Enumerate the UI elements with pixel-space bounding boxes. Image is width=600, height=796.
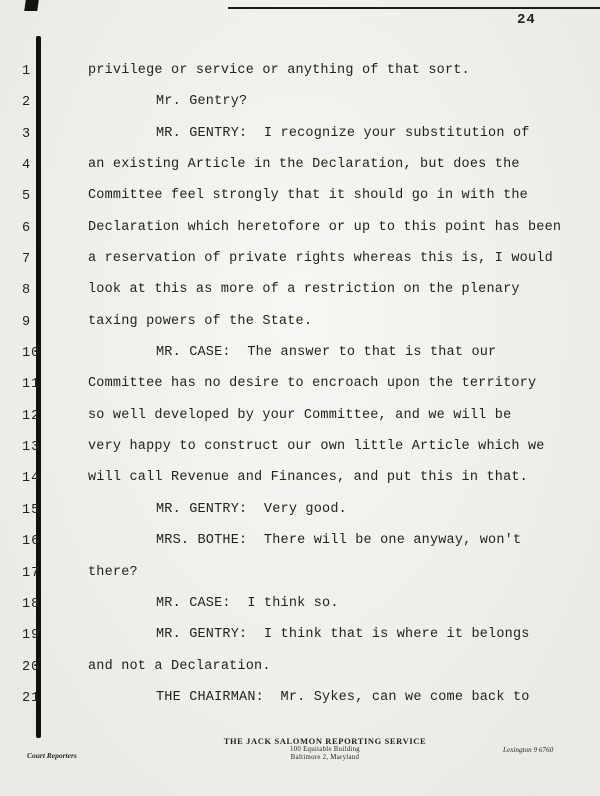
transcript-line xyxy=(0,689,600,720)
transcript-line xyxy=(0,187,600,218)
transcript-body xyxy=(0,62,600,720)
line-text: taxing powers of the State. xyxy=(88,313,313,329)
page-number: 24 xyxy=(517,12,536,28)
line-number: 16 xyxy=(22,534,41,550)
footer-court-reporters: Court Reporters xyxy=(27,751,77,760)
line-text: MR. GENTRY: Very good. xyxy=(156,501,347,517)
transcript-line xyxy=(0,156,600,187)
line-number: 7 xyxy=(22,252,32,268)
line-text: Committee has no desire to encroach upon the territory xyxy=(88,376,537,392)
transcript-line xyxy=(0,407,600,438)
transcript-line xyxy=(0,564,600,595)
footer-service-name: THE JACK SALOMON REPORTING SERVICE xyxy=(223,736,427,746)
line-text: MR. GENTRY: I recognize your substitution of xyxy=(156,125,530,141)
line-text: Committee feel strongly that it should go in with the xyxy=(88,188,528,204)
line-number: 14 xyxy=(22,471,41,487)
line-number: 11 xyxy=(22,377,41,393)
transcript-line xyxy=(0,125,600,156)
line-number: 12 xyxy=(22,408,41,424)
line-number: 4 xyxy=(22,158,32,174)
scan-corner-mark xyxy=(24,0,39,11)
line-text: MR. CASE: I think so. xyxy=(156,595,339,611)
line-text: will call Revenue and Finances, and put this in that. xyxy=(88,470,528,486)
line-text: so well developed by your Committee, and we will be xyxy=(88,407,512,423)
transcript-line xyxy=(0,281,600,312)
footer-address-2: Baltimore 2, Maryland xyxy=(290,753,360,761)
transcript-line xyxy=(0,469,600,500)
line-number: 18 xyxy=(22,596,41,612)
line-number: 8 xyxy=(22,283,32,299)
line-text: MR. GENTRY: I think that is where it belongs xyxy=(156,627,530,643)
line-text: look at this as more of a restriction on the plenary xyxy=(88,282,520,298)
line-text: privilege or service or anything of that sort. xyxy=(88,63,470,78)
transcript-line xyxy=(0,658,600,689)
line-number: 1 xyxy=(22,64,32,79)
line-text: Mr. Gentry? xyxy=(156,94,248,110)
line-text: and not a Declaration. xyxy=(88,658,271,674)
top-rule xyxy=(228,7,600,9)
line-number: 9 xyxy=(22,314,32,330)
line-number: 2 xyxy=(22,95,32,111)
transcript-line xyxy=(0,532,600,563)
transcript-line xyxy=(0,375,600,406)
line-number: 19 xyxy=(22,628,41,644)
transcript-line xyxy=(0,313,600,344)
line-text: Declaration which heretofore or up to this point has been xyxy=(88,219,562,235)
line-number: 5 xyxy=(22,189,32,205)
transcript-line xyxy=(0,219,600,250)
transcript-line xyxy=(0,438,600,469)
transcript-line xyxy=(0,93,600,124)
line-number: 6 xyxy=(22,220,32,236)
line-number: 15 xyxy=(22,502,41,518)
transcript-line xyxy=(0,501,600,532)
transcript-line xyxy=(0,344,600,375)
line-text: an existing Article in the Declaration, but does the xyxy=(88,157,520,173)
footer-phone: Lexington 9 6760 xyxy=(503,746,554,754)
line-text: THE CHAIRMAN: Mr. Sykes, can we come back to xyxy=(156,689,530,705)
line-number: 17 xyxy=(22,565,41,581)
line-text: there? xyxy=(88,564,138,580)
transcript-line xyxy=(0,250,600,281)
transcript-line xyxy=(0,62,600,93)
line-number: 10 xyxy=(22,346,41,362)
line-text: very happy to construct our own little Article which we xyxy=(88,439,545,455)
line-text: MR. CASE: The answer to that is that our xyxy=(156,345,497,361)
line-number: 21 xyxy=(22,690,41,706)
line-number: 3 xyxy=(22,126,32,142)
line-number: 13 xyxy=(22,440,41,456)
line-text: a reservation of private rights whereas this is, I would xyxy=(88,251,553,267)
footer-address-1: 100 Equitable Building xyxy=(289,746,361,753)
line-number: 20 xyxy=(22,659,41,675)
transcript-line xyxy=(0,626,600,657)
transcript-line xyxy=(0,595,600,626)
line-text: MRS. BOTHE: There will be one anyway, won't xyxy=(156,533,522,549)
